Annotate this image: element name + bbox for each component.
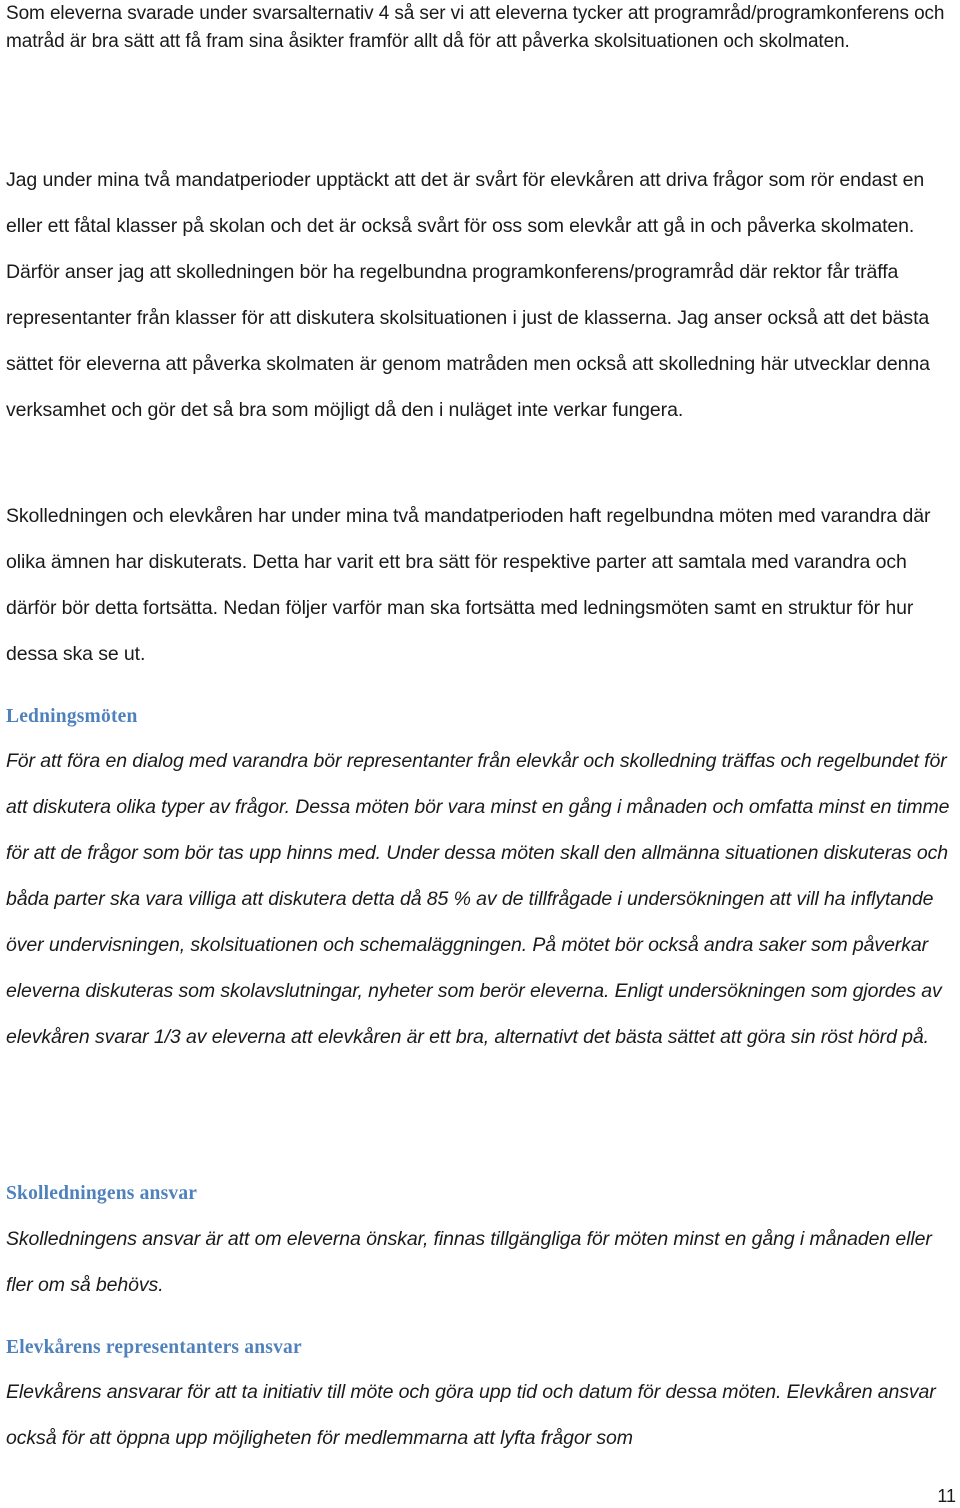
- paragraph-survey-answers: Som eleverna svarade under svarsalternativ 4 så ser vi att eleverna tycker att programråd/programkonferens och matråd är bra sätt att få fram sina åsikter framför allt då för att påverka skolsituationen och skolmaten.: [6, 3, 945, 52]
- heading-elevkarens-ansvar: Elevkårens representanters ansvar: [6, 1337, 302, 1358]
- page-number: 11: [937, 1486, 956, 1506]
- section-elevkarens-ansvar-body: Elevkårens ansvarar för att ta initiativ till möte och göra upp tid och datum för dessa möten. Elevkåren ansvar också för att öppna upp möjligheten för medlemmarna att lyfta frågor som: [6, 1381, 936, 1449]
- section-ledningsmoten-body: För att föra en dialog med varandra bör representanter från elevkår och skolledning träffas och regelbundet för att diskutera olika typer av frågor. Dessa möten bör vara minst en gång i månaden och omfatta minst en timme för att de frågor som bör tas upp hinns med. Under dessa möten skall den allmänna situationen diskuteras och båda parter ska vara villiga att diskutera detta då 85 % av de tillfrågade i undersökningen att vill ha inflytande över undervisningen, skolsituationen och schemaläggningen. På mötet bör också andra saker som påverkar eleverna diskuteras som skolavslutningar, nyheter som berör eleverna. Enligt undersökningen som gjordes av elevkåren svarar 1/3 av eleverna att elevkåren är ett bra, alternativt det bästa sättet att göra sin röst hörd på.: [6, 750, 950, 1048]
- paragraph-mandate-experience: Jag under mina två mandatperioder upptäckt att det är svårt för elevkåren att driva frågor som rör endast en eller ett fåtal klasser på skolan och det är också svårt för oss som elevkår att gå in och påverka skolmaten. Därför anser jag att skolledningen bör ha regelbundna programkonferens/programråd där rektor får träffa representanter från klasser för att diskutera skolsituationen i just de klasserna. Jag anser också att det bästa sättet för eleverna att påverka skolmaten är genom matråden men också att skolledning här utvecklar denna verksamhet och gör det så bra som möjligt då den i nuläget inte verkar fungera.: [6, 169, 930, 421]
- heading-skolledningens-ansvar: Skolledningens ansvar: [6, 1183, 198, 1204]
- paragraph-regular-meetings: Skolledningen och elevkåren har under mina två mandatperioden haft regelbundna möten med varandra där olika ämnen har diskuterats. Detta har varit ett bra sätt för respektive parter att samtala med varandra och därför bör detta fortsätta. Nedan följer varför man ska fortsätta med ledningsmöten samt en struktur för hur dessa ska se ut.: [6, 505, 931, 665]
- section-skolledningens-ansvar-body: Skolledningens ansvar är att om eleverna önskar, finnas tillgängliga för möten minst en gång i månaden eller fler om så behövs.: [6, 1228, 932, 1296]
- heading-ledningsmoten: Ledningsmöten: [6, 706, 138, 727]
